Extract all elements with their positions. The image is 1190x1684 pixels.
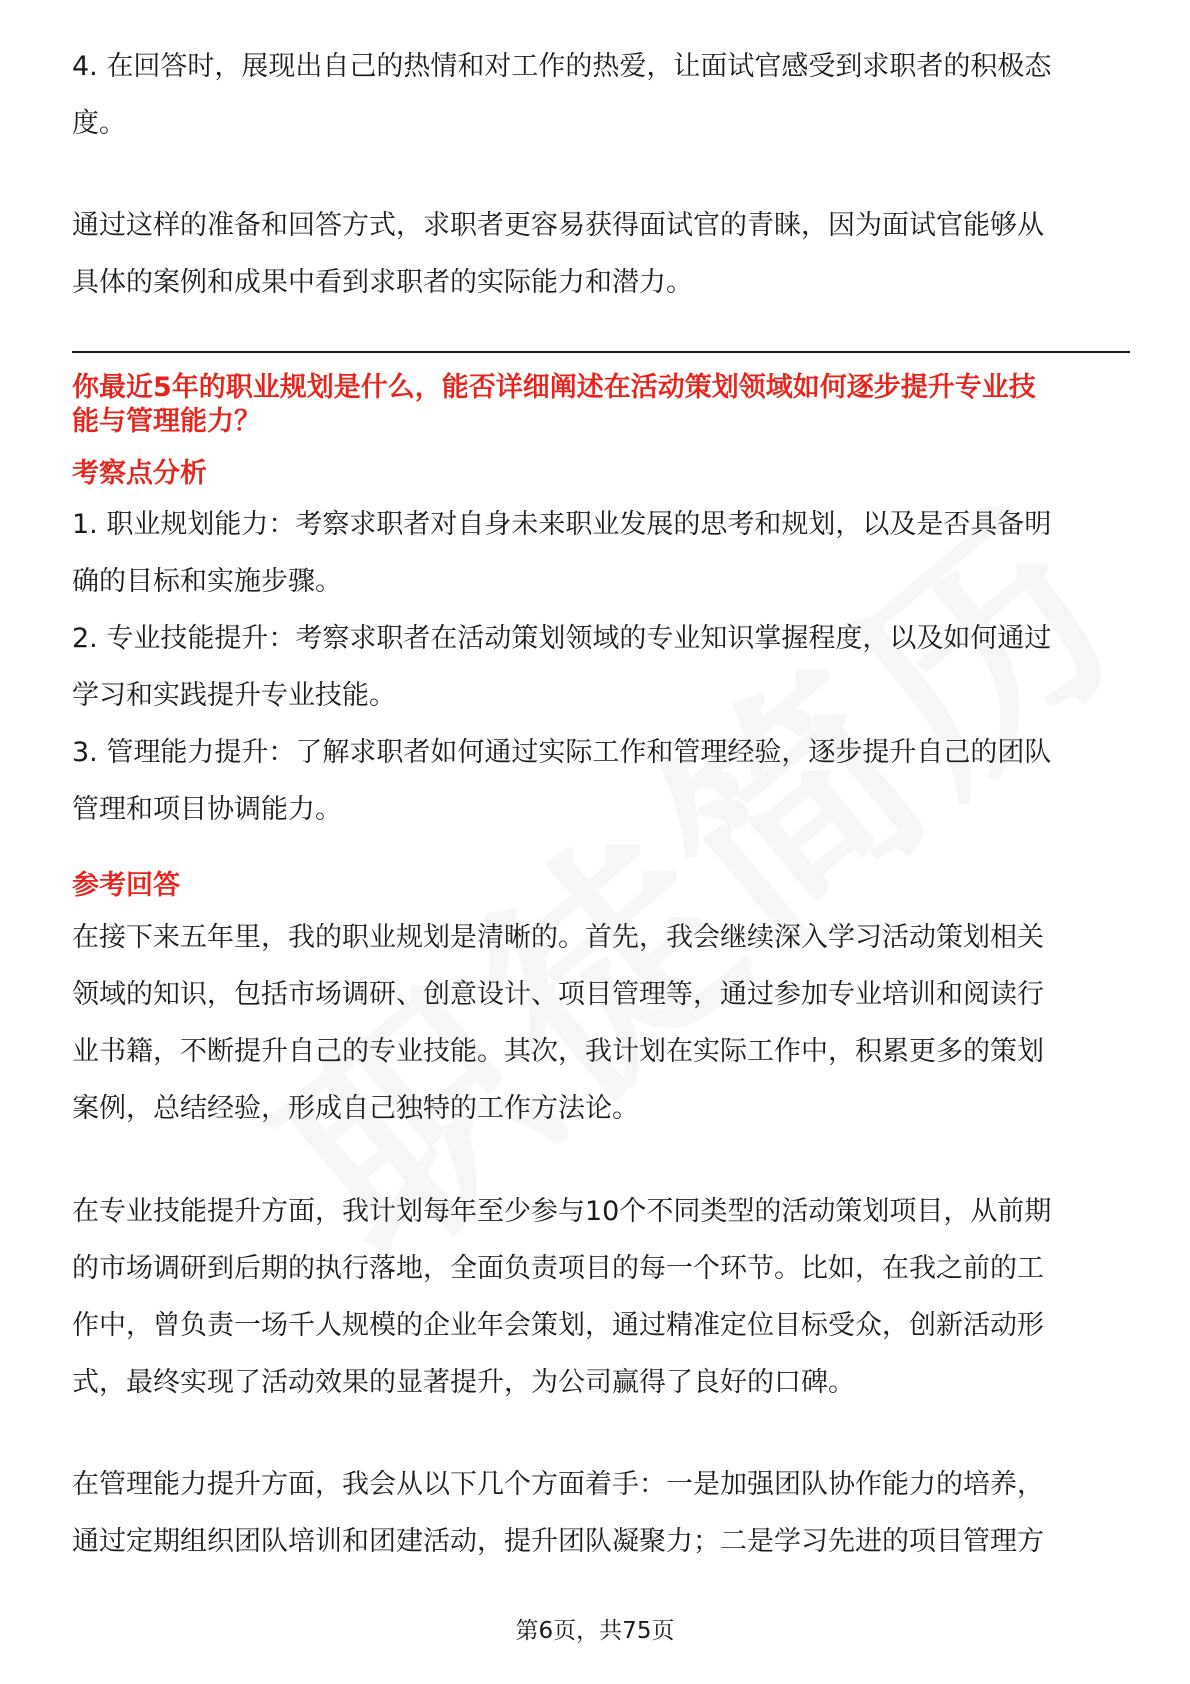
question-line2: 能与管理能力？ xyxy=(72,406,261,437)
analysis-block xyxy=(72,496,1130,838)
answer-a2-line1: 在专业技能提升方面，我计划每年至少参与10个不同类型的活动策划项目，从前期 xyxy=(72,1196,1052,1227)
answer-title-block xyxy=(72,866,1130,906)
answer-a1-line3: 业书籍，不断提升自己的专业技能。其次，我计划在实际工作中，积累更多的策划 xyxy=(72,1036,1044,1067)
answer-para3 xyxy=(72,1456,1130,1570)
item4-line2: 度。 xyxy=(72,108,126,139)
analysis-p1-line1: 1. 职业规划能力：考察求职者对自身未来职业发展的思考和规划，以及是否具备明 xyxy=(72,509,1052,540)
answer-para2 xyxy=(72,1183,1130,1411)
analysis-p2-line1: 2. 专业技能提升：考察求职者在活动策划领域的专业知识掌握程度，以及如何通过 xyxy=(72,623,1052,654)
analysis-title: 考察点分析 xyxy=(72,458,207,489)
summary-block xyxy=(72,197,1130,311)
analysis-p1-line2: 确的目标和实施步骤。 xyxy=(72,566,342,597)
answer-para1 xyxy=(72,909,1130,1137)
summary-line2: 具体的案例和成果中看到求职者的实际能力和潜力。 xyxy=(72,267,693,298)
analysis-title-block xyxy=(72,454,1130,494)
answer-a2-line3: 作中，曾负责一场千人规模的企业年会策划，通过精准定位目标受众，创新活动形 xyxy=(72,1310,1044,1341)
answer-a3-line2: 通过定期组织团队培训和团建活动，提升团队凝聚力；二是学习先进的项目管理方 xyxy=(72,1526,1044,1557)
item4-line1: 4. 在回答时，展现出自己的热情和对工作的热爱，让面试官感受到求职者的积极态 xyxy=(72,51,1052,82)
answer-a2-line4: 式，最终实现了活动效果的显著提升，为公司赢得了良好的口碑。 xyxy=(72,1367,855,1398)
question-line1: 你最近5年的职业规划是什么，能否详细阐述在活动策划领域如何逐步提升专业技 xyxy=(72,372,1036,403)
analysis-p3-line1: 3. 管理能力提升：了解求职者如何通过实际工作和管理经验，逐步提升自己的团队 xyxy=(72,737,1052,768)
page-footer: 第6页，共75页 xyxy=(515,1618,675,1644)
answer-title: 参考回答 xyxy=(72,870,180,901)
analysis-p2-line2: 学习和实践提升专业技能。 xyxy=(72,680,396,711)
answer-a3-line1: 在管理能力提升方面，我会从以下几个方面着手：一是加强团队协作能力的培养， xyxy=(72,1469,1044,1500)
answer-a1-line1: 在接下来五年里，我的职业规划是清晰的。首先，我会继续深入学习活动策划相关 xyxy=(72,922,1044,953)
answer-a1-line2: 领域的知识，包括市场调研、创意设计、项目管理等，通过参加专业培训和阅读行 xyxy=(72,979,1044,1010)
section-divider xyxy=(72,351,1130,353)
answer-a1-line4: 案例，总结经验，形成自己独特的工作方法论。 xyxy=(72,1093,639,1124)
analysis-p3-line2: 管理和项目协调能力。 xyxy=(72,794,342,825)
summary-line1: 通过这样的准备和回答方式，求职者更容易获得面试官的青睐，因为面试官能够从 xyxy=(72,210,1044,241)
intro-block xyxy=(72,38,1130,152)
question-block xyxy=(72,371,1130,439)
answer-a2-line2: 的市场调研到后期的执行落地，全面负责项目的每一个环节。比如，在我之前的工 xyxy=(72,1253,1044,1284)
